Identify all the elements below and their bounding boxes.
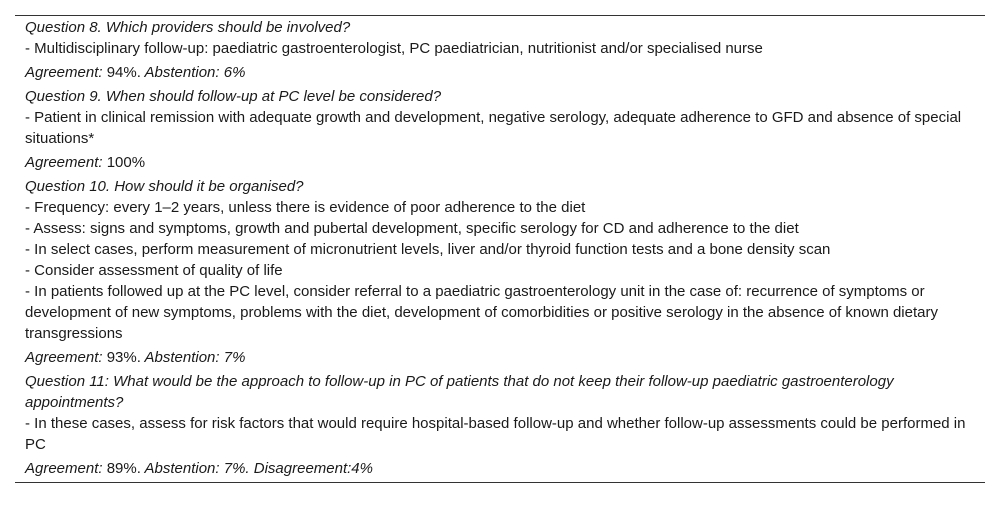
agreement-line — [15, 152, 985, 173]
agreement-label: Agreement: — [25, 460, 103, 477]
recommendation-item: - Assess: signs and symptoms, growth and pubertal development, specific serology for CD and adherence to the diet — [25, 220, 799, 237]
recommendation-item: - Frequency: every 1–2 years, unless there is evidence of poor adherence to the diet — [25, 199, 586, 216]
agreement-value: 100% — [102, 154, 146, 171]
abstention-text: Abstention: 7% — [140, 349, 246, 366]
agreement-value: 89%. — [102, 460, 141, 477]
agreement-value: 94%. — [102, 64, 141, 81]
question-heading: Question 11: What would be the approach to follow-up in PC of patients that do not keep their follow-up paediatric gastroenterology appointments? — [25, 373, 894, 411]
recommendation-item: - Patient in clinical remission with adequate growth and development, negative serology, adequate adherence to GFD and absence of special situations* — [25, 109, 962, 147]
recommendation-item: - In patients followed up at the PC level, consider referral to a paediatric gastroenterology unit in the case of: recurrence of symptoms or development of new symptoms, problems with the diet, development of comorbidities or positive serology in the absence of known dietary transgressions — [25, 283, 938, 342]
question-heading: Question 10. How should it be organised? — [25, 178, 304, 195]
consensus-table — [15, 15, 985, 483]
agreement-label: Agreement: — [25, 349, 103, 366]
agreement-line — [15, 458, 985, 479]
recommendation-item: - In select cases, perform measurement of micronutrient levels, liver and/or thyroid function tests and a bone density scan — [25, 241, 831, 258]
question-heading: Question 8. Which providers should be involved? — [25, 19, 351, 36]
recommendation-item: - Multidisciplinary follow-up: paediatric gastroenterologist, PC paediatrician, nutritionist and/or specialised nurse — [25, 40, 763, 57]
abstention-text: Abstention: 7%. Disagreement:4% — [140, 460, 373, 477]
agreement-label: Agreement: — [25, 154, 103, 171]
recommendation-item: - In these cases, assess for risk factors that would require hospital-based follow-up and whether follow-up assessments could be performed in PC — [25, 415, 966, 453]
agreement-line — [15, 62, 985, 83]
recommendation-item: - Consider assessment of quality of life — [25, 262, 283, 279]
agreement-line — [15, 347, 985, 368]
agreement-value: 93%. — [102, 349, 141, 366]
abstention-text: Abstention: 6% — [140, 64, 246, 81]
agreement-label: Agreement: — [25, 64, 103, 81]
question-heading: Question 9. When should follow-up at PC level be considered? — [25, 88, 442, 105]
